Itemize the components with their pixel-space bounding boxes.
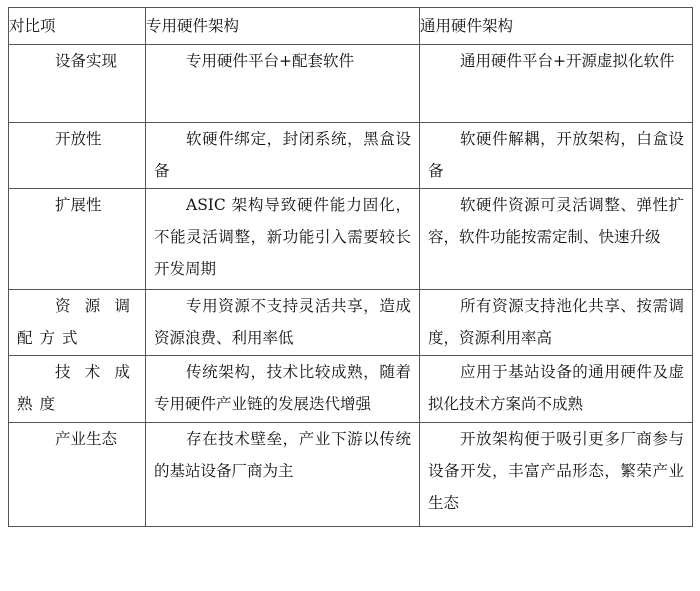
table-row [9, 123, 693, 189]
dedicated-cell: 专用硬件平台+配套软件 [146, 45, 420, 123]
row-label: 开放性 [9, 123, 146, 189]
dedicated-cell: 专用资源不支持灵活共享，造成资源浪费、利用率低 [146, 290, 420, 356]
general-cell: 软硬件解耦，开放架构，白盒设备 [420, 123, 693, 189]
general-cell: 软硬件资源可灵活调整、弹性扩容，软件功能按需定制、快速升级 [420, 189, 693, 290]
table-row [9, 290, 693, 356]
general-cell: 应用于基站设备的通用硬件及虚拟化技术方案尚不成熟 [420, 356, 693, 423]
row-label: 资源调配方式 [9, 290, 146, 356]
general-cell: 开放架构便于吸引更多厂商参与设备开发，丰富产品形态，繁荣产业生态 [420, 423, 693, 527]
table-header-row [9, 8, 693, 45]
dedicated-cell: 软硬件绑定，封闭系统，黑盒设备 [146, 123, 420, 189]
header-item: 对比项 [9, 8, 146, 45]
table-row [9, 45, 693, 123]
header-dedicated-architecture: 专用硬件架构 [146, 8, 420, 45]
general-cell: 通用硬件平台+开源虚拟化软件 [420, 45, 693, 123]
table-row [9, 189, 693, 290]
dedicated-cell: ASIC 架构导致硬件能力固化，不能灵活调整，新功能引入需要较长开发周期 [146, 189, 420, 290]
dedicated-cell: 存在技术壁垒，产业下游以传统的基站设备厂商为主 [146, 423, 420, 527]
table-row [9, 423, 693, 527]
comparison-table [8, 7, 693, 527]
row-label: 产业生态 [9, 423, 146, 527]
dedicated-cell: 传统架构，技术比较成熟，随着专用硬件产业链的发展迭代增强 [146, 356, 420, 423]
row-label: 扩展性 [9, 189, 146, 290]
table-row [9, 356, 693, 423]
row-label: 设备实现 [9, 45, 146, 123]
general-cell: 所有资源支持池化共享、按需调度，资源利用率高 [420, 290, 693, 356]
header-general-architecture: 通用硬件架构 [420, 8, 693, 45]
row-label: 技术成熟度 [9, 356, 146, 423]
